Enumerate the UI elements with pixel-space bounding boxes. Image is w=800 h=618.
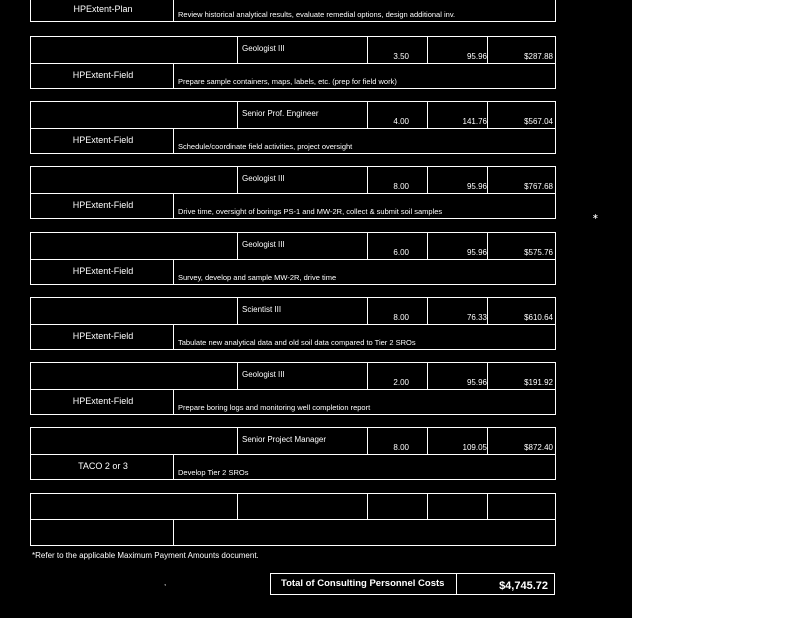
empty-line-item [30, 493, 556, 546]
line-item [30, 427, 556, 480]
task-description: Prepare boring logs and monitoring well completion report [178, 403, 371, 412]
total-value: $4,745.72 [499, 580, 548, 592]
personnel-role: Senior Prof. Engineer [242, 109, 319, 118]
task-description: Tabulate new analytical data and old soil data compared to Tier 2 SROs [178, 338, 416, 347]
total-box [270, 573, 555, 595]
personnel-role: Geologist III [242, 370, 285, 379]
rate: 95.96 [466, 52, 487, 61]
task-code: HPExtent-Field [72, 135, 134, 145]
line-item [30, 36, 556, 89]
amount: $575.76 [524, 248, 553, 257]
task-code: HPExtent-Field [72, 266, 134, 276]
line-item [30, 101, 556, 154]
hours: 8.00 [393, 313, 409, 322]
amount: $287.88 [524, 52, 553, 61]
task-code: TACO 2 or 3 [78, 461, 128, 471]
personnel-role: Geologist III [242, 44, 285, 53]
task-description: Prepare sample containers, maps, labels, etc. (prep for field work) [178, 77, 397, 86]
task-description: Drive time, oversight of borings PS-1 and MW-2R, collect & submit soil samples [178, 207, 443, 216]
task-code: HPExtent-Field [72, 396, 134, 406]
hours: 3.50 [393, 52, 409, 61]
hours: 6.00 [393, 248, 409, 257]
scan-speck: , [164, 578, 167, 587]
amount: $567.04 [524, 117, 553, 126]
footnote: *Refer to the applicable Maximum Payment Amounts document. [32, 551, 259, 560]
personnel-role: Scientist III [242, 305, 282, 314]
rate: 95.96 [466, 378, 487, 387]
amount: $872.40 [524, 443, 553, 452]
page-margin [632, 0, 800, 618]
scan-speck: ∗ [592, 212, 599, 221]
task-code: HPExtent-Plan [73, 4, 133, 14]
hours: 2.00 [393, 378, 409, 387]
personnel-role: Senior Project Manager [242, 435, 327, 444]
task-description: Review historical analytical results, evaluate remedial options, design additional inv. [178, 10, 456, 19]
rate: 76.33 [466, 313, 487, 322]
line-item [30, 362, 556, 415]
rate: 95.96 [466, 182, 487, 191]
total-label: Total of Consulting Personnel Costs [281, 578, 445, 589]
amount: $610.64 [524, 313, 553, 322]
line-item [30, 297, 556, 350]
line-item [30, 232, 556, 285]
amount: $191.92 [524, 378, 553, 387]
rate: 109.05 [462, 443, 487, 452]
task-description: Survey, develop and sample MW-2R, drive time [178, 273, 337, 282]
rate: 141.76 [462, 117, 487, 126]
task-code: HPExtent-Field [72, 200, 134, 210]
line-item-partial [30, 0, 556, 22]
rate: 95.96 [466, 248, 487, 257]
task-description: Develop Tier 2 SROs [178, 468, 249, 477]
task-code: HPExtent-Field [72, 70, 134, 80]
task-description: Schedule/coordinate field activities, project oversight [178, 142, 353, 151]
hours: 8.00 [393, 182, 409, 191]
line-item [30, 166, 556, 219]
hours: 4.00 [393, 117, 409, 126]
amount: $767.68 [524, 182, 553, 191]
personnel-role: Geologist III [242, 174, 285, 183]
personnel-role: Geologist III [242, 240, 285, 249]
hours: 8.00 [393, 443, 409, 452]
task-code: HPExtent-Field [72, 331, 134, 341]
